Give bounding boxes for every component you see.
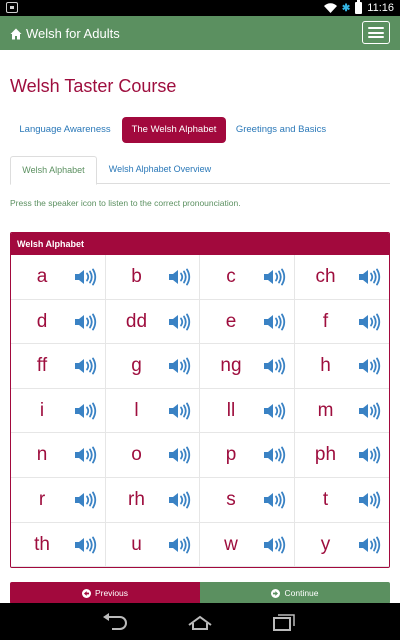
speaker-icon[interactable] xyxy=(262,356,286,376)
letter-cell xyxy=(106,478,201,523)
letter-cell xyxy=(11,523,106,568)
home-icon xyxy=(10,28,22,40)
letter-label: d xyxy=(36,310,48,332)
app-header xyxy=(0,16,400,50)
letter-label: r xyxy=(38,488,46,510)
letter-label: ll xyxy=(226,399,236,421)
speaker-icon[interactable] xyxy=(262,312,286,332)
letter-cell xyxy=(11,344,106,389)
top-tabs xyxy=(10,117,390,143)
letter-label: i xyxy=(39,399,45,421)
letter-cell xyxy=(106,433,201,478)
speaker-icon[interactable] xyxy=(167,401,191,421)
continue-button[interactable] xyxy=(200,582,390,604)
continue-label: Continue xyxy=(284,588,319,598)
letter-label: s xyxy=(226,488,236,510)
speaker-icon[interactable] xyxy=(357,267,381,287)
tab-language-awareness[interactable]: Language Awareness xyxy=(19,124,111,135)
instruction-text: Press the speaker icon to listen to the correct pronounciation. xyxy=(10,198,241,208)
speaker-icon[interactable] xyxy=(262,267,286,287)
speaker-icon[interactable] xyxy=(73,267,97,287)
letter-label: n xyxy=(36,444,48,466)
letter-label: f xyxy=(322,310,329,332)
tab-welsh-alphabet-overview[interactable]: Welsh Alphabet Overview xyxy=(108,164,212,174)
letter-label: t xyxy=(322,488,329,510)
home-link[interactable] xyxy=(10,26,120,41)
letter-label: m xyxy=(317,399,334,421)
letter-label: g xyxy=(131,355,142,377)
speaker-icon[interactable] xyxy=(357,312,381,332)
letter-label: ph xyxy=(314,444,337,466)
letter-label: e xyxy=(225,310,237,332)
previous-button[interactable] xyxy=(10,582,200,604)
letter-cell xyxy=(295,523,390,568)
letter-cell xyxy=(106,300,201,345)
menu-icon xyxy=(368,27,384,29)
letter-cell xyxy=(11,433,106,478)
letter-cell xyxy=(295,255,390,300)
letter-label: w xyxy=(224,533,238,555)
speaker-icon[interactable] xyxy=(357,356,381,376)
letter-cell xyxy=(295,344,390,389)
speaker-icon[interactable] xyxy=(73,356,97,376)
letter-cell xyxy=(200,300,295,345)
letter-cell xyxy=(200,523,295,568)
app-title: Welsh for Adults xyxy=(26,26,120,41)
page-title: Welsh Taster Course xyxy=(10,76,177,96)
letter-label: th xyxy=(34,533,50,555)
battery-icon xyxy=(355,2,362,14)
letter-label: l xyxy=(134,399,139,421)
speaker-icon[interactable] xyxy=(262,401,286,421)
speaker-icon[interactable] xyxy=(262,535,286,555)
letter-cell xyxy=(11,389,106,434)
menu-button[interactable] xyxy=(362,21,390,44)
letter-cell xyxy=(11,255,106,300)
letter-cell xyxy=(11,478,106,523)
letter-cell xyxy=(106,255,201,300)
system-nav-bar xyxy=(0,603,400,640)
speaker-icon[interactable] xyxy=(357,401,381,421)
sub-tabs xyxy=(10,156,390,184)
letter-cell xyxy=(295,300,390,345)
letter-label: y xyxy=(320,533,331,555)
speaker-icon[interactable] xyxy=(73,490,97,510)
speaker-icon[interactable] xyxy=(357,490,381,510)
letter-cell xyxy=(295,433,390,478)
letter-cell xyxy=(200,255,295,300)
speaker-icon[interactable] xyxy=(167,267,191,287)
letter-cell xyxy=(200,389,295,434)
letter-label: dd xyxy=(125,310,148,332)
letter-label: rh xyxy=(128,488,145,510)
alphabet-panel xyxy=(10,232,390,568)
letter-cell xyxy=(295,389,390,434)
tab-the-welsh-alphabet[interactable]: The Welsh Alphabet xyxy=(122,117,226,143)
speaker-icon[interactable] xyxy=(167,490,191,510)
previous-label: Previous xyxy=(94,588,129,598)
wifi-icon xyxy=(324,3,337,13)
speaker-icon[interactable] xyxy=(73,401,97,421)
speaker-icon[interactable] xyxy=(167,356,191,376)
letter-label: b xyxy=(131,266,142,287)
panel-heading: Welsh Alphabet xyxy=(11,233,389,255)
tab-greetings-and-basics[interactable]: Greetings and Basics xyxy=(235,124,327,135)
letter-label: ng xyxy=(220,355,242,377)
letter-cell xyxy=(295,478,390,523)
back-icon[interactable] xyxy=(100,613,130,631)
letter-label: ch xyxy=(315,266,336,287)
arrow-left-circle-icon xyxy=(82,589,91,598)
tab-welsh-alphabet[interactable]: Welsh Alphabet xyxy=(10,156,97,185)
letter-cell xyxy=(200,344,295,389)
letter-label: c xyxy=(226,266,236,287)
alphabet-grid xyxy=(11,255,389,567)
speaker-icon[interactable] xyxy=(262,490,286,510)
speaker-icon[interactable] xyxy=(357,535,381,555)
speaker-icon[interactable] xyxy=(262,445,286,465)
letter-label: a xyxy=(36,266,48,287)
speaker-icon[interactable] xyxy=(167,445,191,465)
bluetooth-icon: ✱ xyxy=(341,2,351,14)
letter-cell xyxy=(106,523,201,568)
letter-cell xyxy=(106,389,201,434)
speaker-icon[interactable] xyxy=(73,535,97,555)
letter-label: p xyxy=(225,444,237,466)
letter-cell xyxy=(200,478,295,523)
letter-cell xyxy=(11,300,106,345)
clock: 11:16 xyxy=(367,2,394,14)
letter-label: u xyxy=(131,533,142,555)
speaker-icon[interactable] xyxy=(73,312,97,332)
status-bar xyxy=(0,0,400,16)
speaker-icon[interactable] xyxy=(167,535,191,555)
speaker-icon[interactable] xyxy=(167,312,191,332)
arrow-right-circle-icon xyxy=(271,589,280,598)
speaker-icon[interactable] xyxy=(73,445,97,465)
letter-cell xyxy=(200,433,295,478)
letter-label: ff xyxy=(36,355,48,377)
home-nav-icon[interactable] xyxy=(185,613,215,631)
letter-cell xyxy=(106,344,201,389)
recent-apps-icon[interactable] xyxy=(268,613,298,631)
notification-icon xyxy=(6,2,18,13)
letter-label: h xyxy=(320,355,331,377)
letter-label: o xyxy=(131,444,142,466)
speaker-icon[interactable] xyxy=(357,445,381,465)
